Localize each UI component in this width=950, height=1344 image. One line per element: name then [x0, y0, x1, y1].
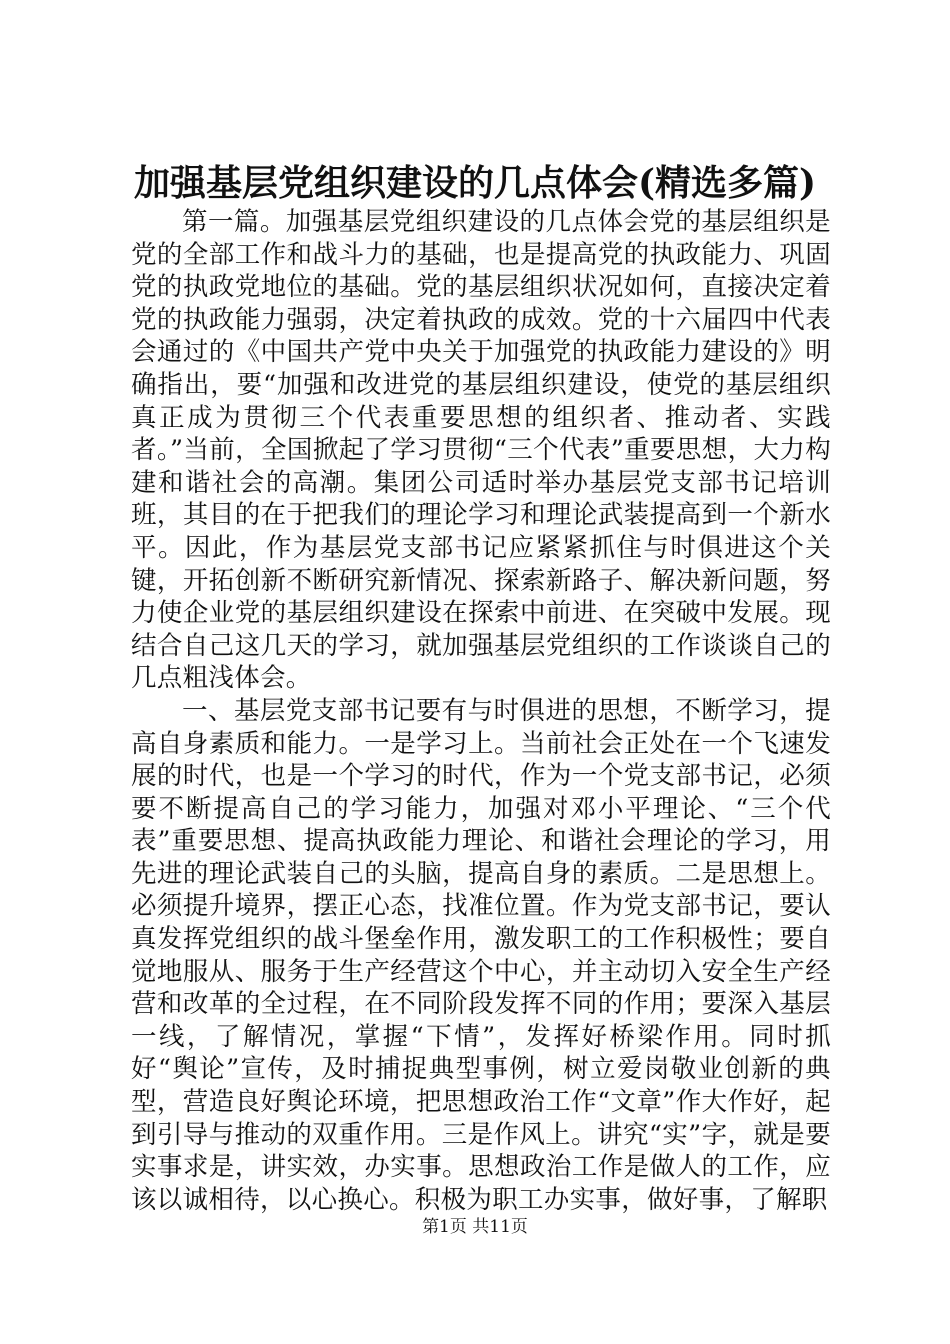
- page-number: 第1页: [422, 1217, 467, 1237]
- page-footer: [0, 1216, 950, 1238]
- page-total: 共11页: [472, 1217, 528, 1237]
- paragraph: 一、基层党支部书记要有与时俱进的思想，不断学习，提高自身素质和能力。一是学习上。当前社会正处在一个飞速发展的时代，也是一个学习的时代，作为一个党支部书记，必须要不断提高自己的学习能力，加强对邓小平理论、“三个代表”重要思想、提高执政能力理论、和谐社会理论的学习，用先进的理论武装自己的头脑，提高自身的素质。二是思想上。必须提升境界，摆正心态，找准位置。作为党支部书记，要认真发挥党组织的战斗堡垒作用，激发职工的工作积极性；要自觉地服从、服务于生产经营这个中心，并主动切入安全生产经营和改革的全过程，在不同阶段发挥不同的作用；要深入基层一线，了解情况，掌握“下情”，发挥好桥梁作用。同时抓好“舆论”宣传，及时捕捉典型事例，树立爱岗敬业创新的典型，营造良好舆论环境，把思想政治工作“文章”作大作好，起到引导与推动的双重作用。三是作风上。讲究“实”字，就是要实事求是，讲实效，办实事。思想政治工作是做人的工作，应该以诚相待，以心换心。积极为职工办实事，做好事，了解职: [131, 695, 831, 1215]
- paragraph: 第一篇。加强基层党组织建设的几点体会党的基层组织是党的全部工作和战斗力的基础，也是提高党的执政能力、巩固党的执政党地位的基础。党的基层组织状况如何，直接决定着党的执政能力强弱，决定着执政的成效。党的十六届四中代表会通过的《中国共产党中央关于加强党的执政能力建设的》明确指出，要“加强和改进党的基层组织建设，使党的基层组织真正成为贯彻三个代表重要思想的组织者、推动者、实践者。”当前，全国掀起了学习贯彻“三个代表”重要思想，大力构建和谐社会的高潮。集团公司适时举办基层党支部书记培训班，其目的在于把我们的理论学习和理论武装提高到一个新水平。因此，作为基层党支部书记应紧紧抓住与时俱进这个关键，开拓创新不断研究新情况、探索新路子、解决新问题，努力使企业党的基层组织建设在探索中前进、在突破中发展。现结合自己这几天的学习，就加强基层党组织的工作谈谈自己的几点粗浅体会。: [131, 207, 831, 694]
- document-body: [131, 206, 831, 1216]
- document-title: 加强基层党组织建设的几点体会(精选多篇): [133, 162, 817, 204]
